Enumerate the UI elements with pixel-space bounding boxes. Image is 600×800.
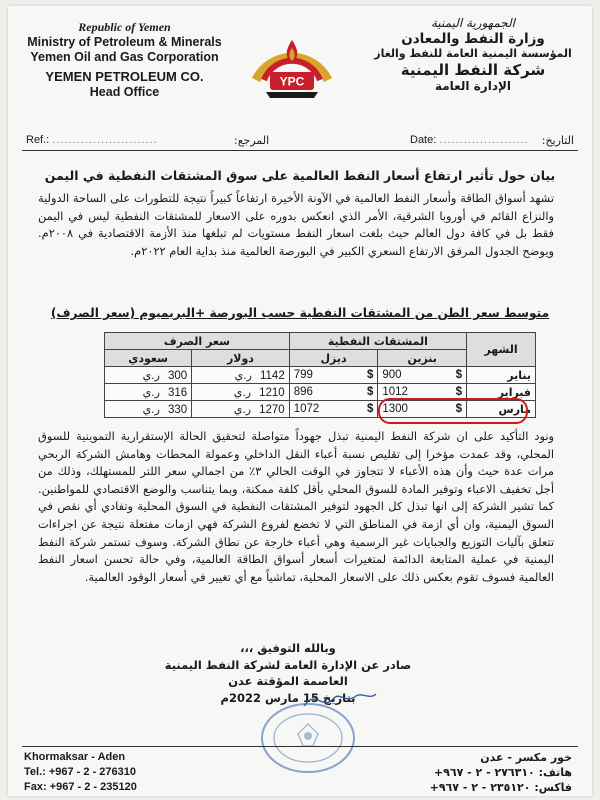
header-dollar: دولار — [192, 350, 290, 367]
footer-address-en: Khormaksar - Aden — [24, 751, 126, 763]
cell-dollar: 1270ر.ي — [192, 401, 290, 418]
ypc-logo-icon — [236, 24, 348, 110]
cell-diesel: $ 1072 — [289, 401, 378, 418]
header-products: المشتقات النفطية — [289, 333, 466, 350]
cell-petrol: $ 900 — [378, 367, 467, 384]
header-saudi: سعودي — [105, 350, 192, 367]
closing-greeting: وبالله التوفيق ،،، — [240, 641, 336, 655]
cell-month: مارس — [467, 401, 536, 418]
footer-fax-ar: فاكس: ٢٣٥١٢٠ - ٢ - ٩٦٧+ — [429, 781, 572, 794]
cell-petrol: $ 1300 — [378, 401, 467, 418]
cell-dollar: 1142ر.ي — [192, 367, 290, 384]
header-company-ar: شركة النفط اليمنية — [400, 60, 546, 79]
footer-tel-ar: هاتف: ٢٧٦٣١٠ - ٢ - ٩٦٧+ — [433, 766, 572, 779]
header-english — [22, 20, 227, 100]
cell-month: فبراير — [467, 384, 536, 401]
letter-page — [8, 6, 592, 796]
header-arabic — [368, 16, 578, 93]
statement-title: بيان حول تأثير ارتفاع أسعار النفط العالمية على سوق المشتقات النفطية في اليمن — [44, 168, 556, 183]
header-country-en: Republic of Yemen — [78, 20, 171, 34]
date-label-ar: التاريخ: — [541, 134, 574, 147]
table-row — [105, 367, 536, 384]
footer-divider — [22, 746, 578, 747]
paragraph-intro: تشهد أسواق الطاقة وأسعار النفط العالمية في الآونة الأخيرة ارتفاعاً كبيراً نتيجة للتطورات على الساحة الدولية والنزاع القائم في أوروبا الشرقية، الأمر الذي انعكس بدوره على الاسعار للمشتقات النفطية ليس في اليمن فقط بل في كافة دول العالم حيث بلغت اسعار النفط مستويات لم تبلغها منذ الأزمة الاقتصادية في ٢٠٠٨م. ويوضح الجدول المرفق الارتفاع السعري الكبير في البورصة العالمية منذ بداية العام ٢٠٢٢م. — [38, 191, 554, 258]
date-label-en: Date: ...................... — [410, 134, 529, 146]
logo-text: YPC — [279, 74, 305, 89]
closing-city: العاصمة المؤقتة عدن — [228, 674, 348, 688]
header-country-ar: الجمهورية اليمنية — [430, 16, 515, 30]
cell-saudi: 330ر.ي — [105, 401, 192, 418]
header-month: الشهر — [467, 333, 536, 367]
header-office-ar: الإدارة العامة — [434, 78, 512, 93]
cell-diesel: $ 799 — [289, 367, 378, 384]
price-table-wrapper — [104, 332, 536, 418]
cell-month: يناير — [467, 367, 536, 384]
header-ministry-ar: وزارة النفط والمعادن — [401, 30, 545, 47]
header-office-en: Head Office — [89, 84, 160, 99]
ref-label-ar: المرجع: — [234, 134, 270, 147]
price-table — [104, 332, 536, 418]
table-row — [105, 384, 536, 401]
header-exchange: سعر الصرف — [105, 333, 290, 350]
header-corporation-en: Yemen Oil and Gas Corporation — [30, 49, 219, 64]
footer-arabic — [430, 750, 572, 795]
header-ministry-en: Ministry of Petroleum & Minerals — [27, 34, 222, 49]
reference-date-line — [22, 130, 578, 151]
header-diesel: ديزل — [289, 350, 378, 367]
cell-saudi: 316ر.ي — [105, 384, 192, 401]
cell-diesel: $ 896 — [289, 384, 378, 401]
footer-english — [24, 750, 137, 795]
signature-icon — [300, 684, 380, 714]
footer-address-ar: خور مكسر - عدن — [480, 751, 572, 764]
footer-fax-en: Fax: +967 - 2 - 235120 — [24, 781, 137, 793]
cell-dollar: 1210ر.ي — [192, 384, 290, 401]
closing-date: بتاريخ 15 مارس 2022م — [220, 690, 356, 705]
paragraph-body: ونود التأكيد على ان شركة النفط اليمنية تبذل جهوداً متواصلة لتحقيق الحالة الإستقرارية التموينية للسوق المحلي، وقد عمدت مؤخرا إلى تقليص نسبة أعباء النقل الداخلي وعمولة المحطات وهامش الشركة الربحي مرات عدة حيث وأن هذه الأعباء لا تتجاوز في الوقت الحالي ٣٪ من اجمالي سعر اللتر للمستهلك، وذلك من أجل تخفيف الاعباء وتوفير المادة للسوق المحلي بأقل كلفة ممكنة، وبما يتناسب والوضع الاقتصادي للمواطنين. كما تشير الشركة إلى انها تبذل كل الجهود لتوفير المشتقات النفطية في السوق المحلية وتفادي أي نقص في السوق اليمنية، وان أي ازمة في المناطق التي لا تخضع لفروع الشركة فهي ازمات مفتعلة نتيجة عن اجراءات تتعلق بآليات التوزيع والجبايات غير الرسمية وهي أعباء خارجة عن نطاق الشركة. وسوف تستمر شركة النفط اليمنية في عملية المتابعة الدائمة لمتغيرات أسعار أسواق الطاقة العالمية، وفي حالة تحسن اسعار النفط العالمية فسوف تقوم بعكس ذلك على الاسعار المحلية، تماشياً مع أي تغيير في أسعار الوقود العالمية. — [38, 429, 554, 584]
header-corporation-ar: المؤسسة اليمنية العامة للنفط والغاز — [374, 47, 572, 61]
cell-saudi: 300ر.ي — [105, 367, 192, 384]
table-title: متوسط سعر الطن من المشتقات النفطية حسب البورصة +البريميوم (سعر الصرف) — [50, 306, 550, 320]
header-company-en: YEMEN PETROLEUM CO. — [45, 69, 204, 85]
table-row — [105, 401, 536, 418]
header-petrol: بنزين — [378, 350, 467, 367]
footer-tel-en: Tel.: +967 - 2 - 276310 — [24, 766, 137, 778]
closing-issuer: صادر عن الإدارة العامة لشركة النفط اليمنية — [164, 657, 412, 672]
ref-label-en: Ref.: .......................... — [26, 134, 158, 146]
cell-petrol: $ 1012 — [378, 384, 467, 401]
